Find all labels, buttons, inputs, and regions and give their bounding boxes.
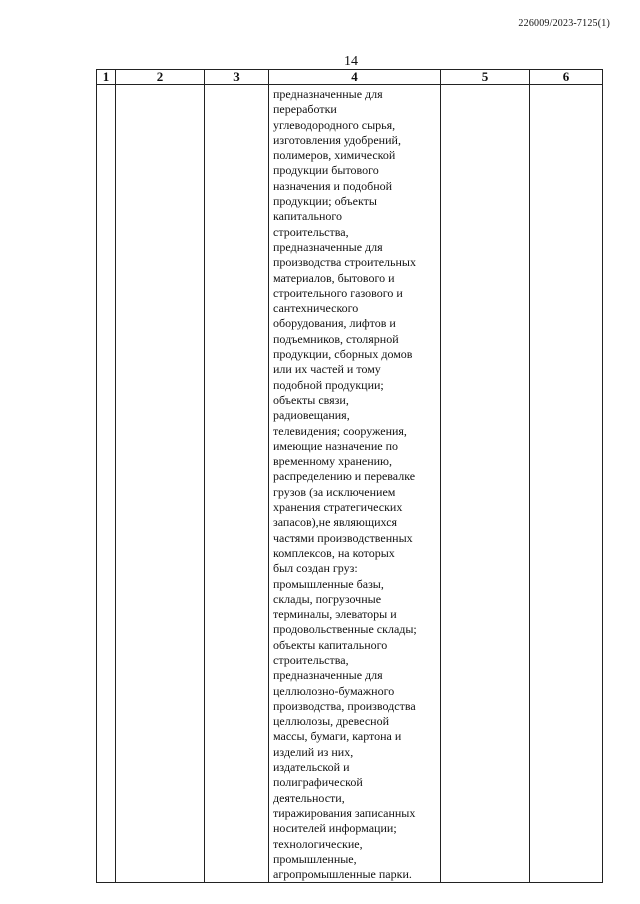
cell-col3: [205, 85, 269, 883]
column-header-1: 1: [97, 70, 116, 85]
table-header-row: [97, 70, 603, 85]
regulations-table: [96, 69, 603, 883]
cell-col4-description: предназначенные для переработки углеводородного сырья, изготовления удобрений, полимеров, химической продукции бытового назначения и подобной продукции; объекты капитального строительства, предназначенные для производства строительных материалов, бытового и строительного газового и сантехнического оборудования, лифтов и подъемников, столярной продукции, сборных домов или их частей и тому подобной продукции; объекты связи, радиовещания, телевидения; сооружения, имеющие назначение по временному хранению, распределению и перевалке грузов (за исключением хранения стратегических запасов),не являющихся частями производственных комплексов, на которых был создан груз: промышленные базы, склады, погрузочные терминалы, элеваторы и продовольственные склады; объекты капитального строительства, предназначенные для целлюлозно-бумажного производства, производства целлюлозы, древесной массы, бумаги, картона и изделий из них, издательской и полиграфической деятельности, тиражирования записанных носителей информации; технологические, промышленные, агропромышленные парки.: [269, 85, 441, 883]
column-header-4: 4: [269, 70, 441, 85]
cell-col1: [97, 85, 116, 883]
page-number: 14: [344, 54, 358, 69]
column-header-6: 6: [530, 70, 603, 85]
column-header-3: 3: [205, 70, 269, 85]
cell-col6: [530, 85, 603, 883]
cell-col2: [116, 85, 205, 883]
table-row: [97, 85, 603, 883]
cell-col5: [441, 85, 530, 883]
column-header-5: 5: [441, 70, 530, 85]
column-header-2: 2: [116, 70, 205, 85]
document-reference-number: 226009/2023-7125(1): [518, 18, 610, 29]
